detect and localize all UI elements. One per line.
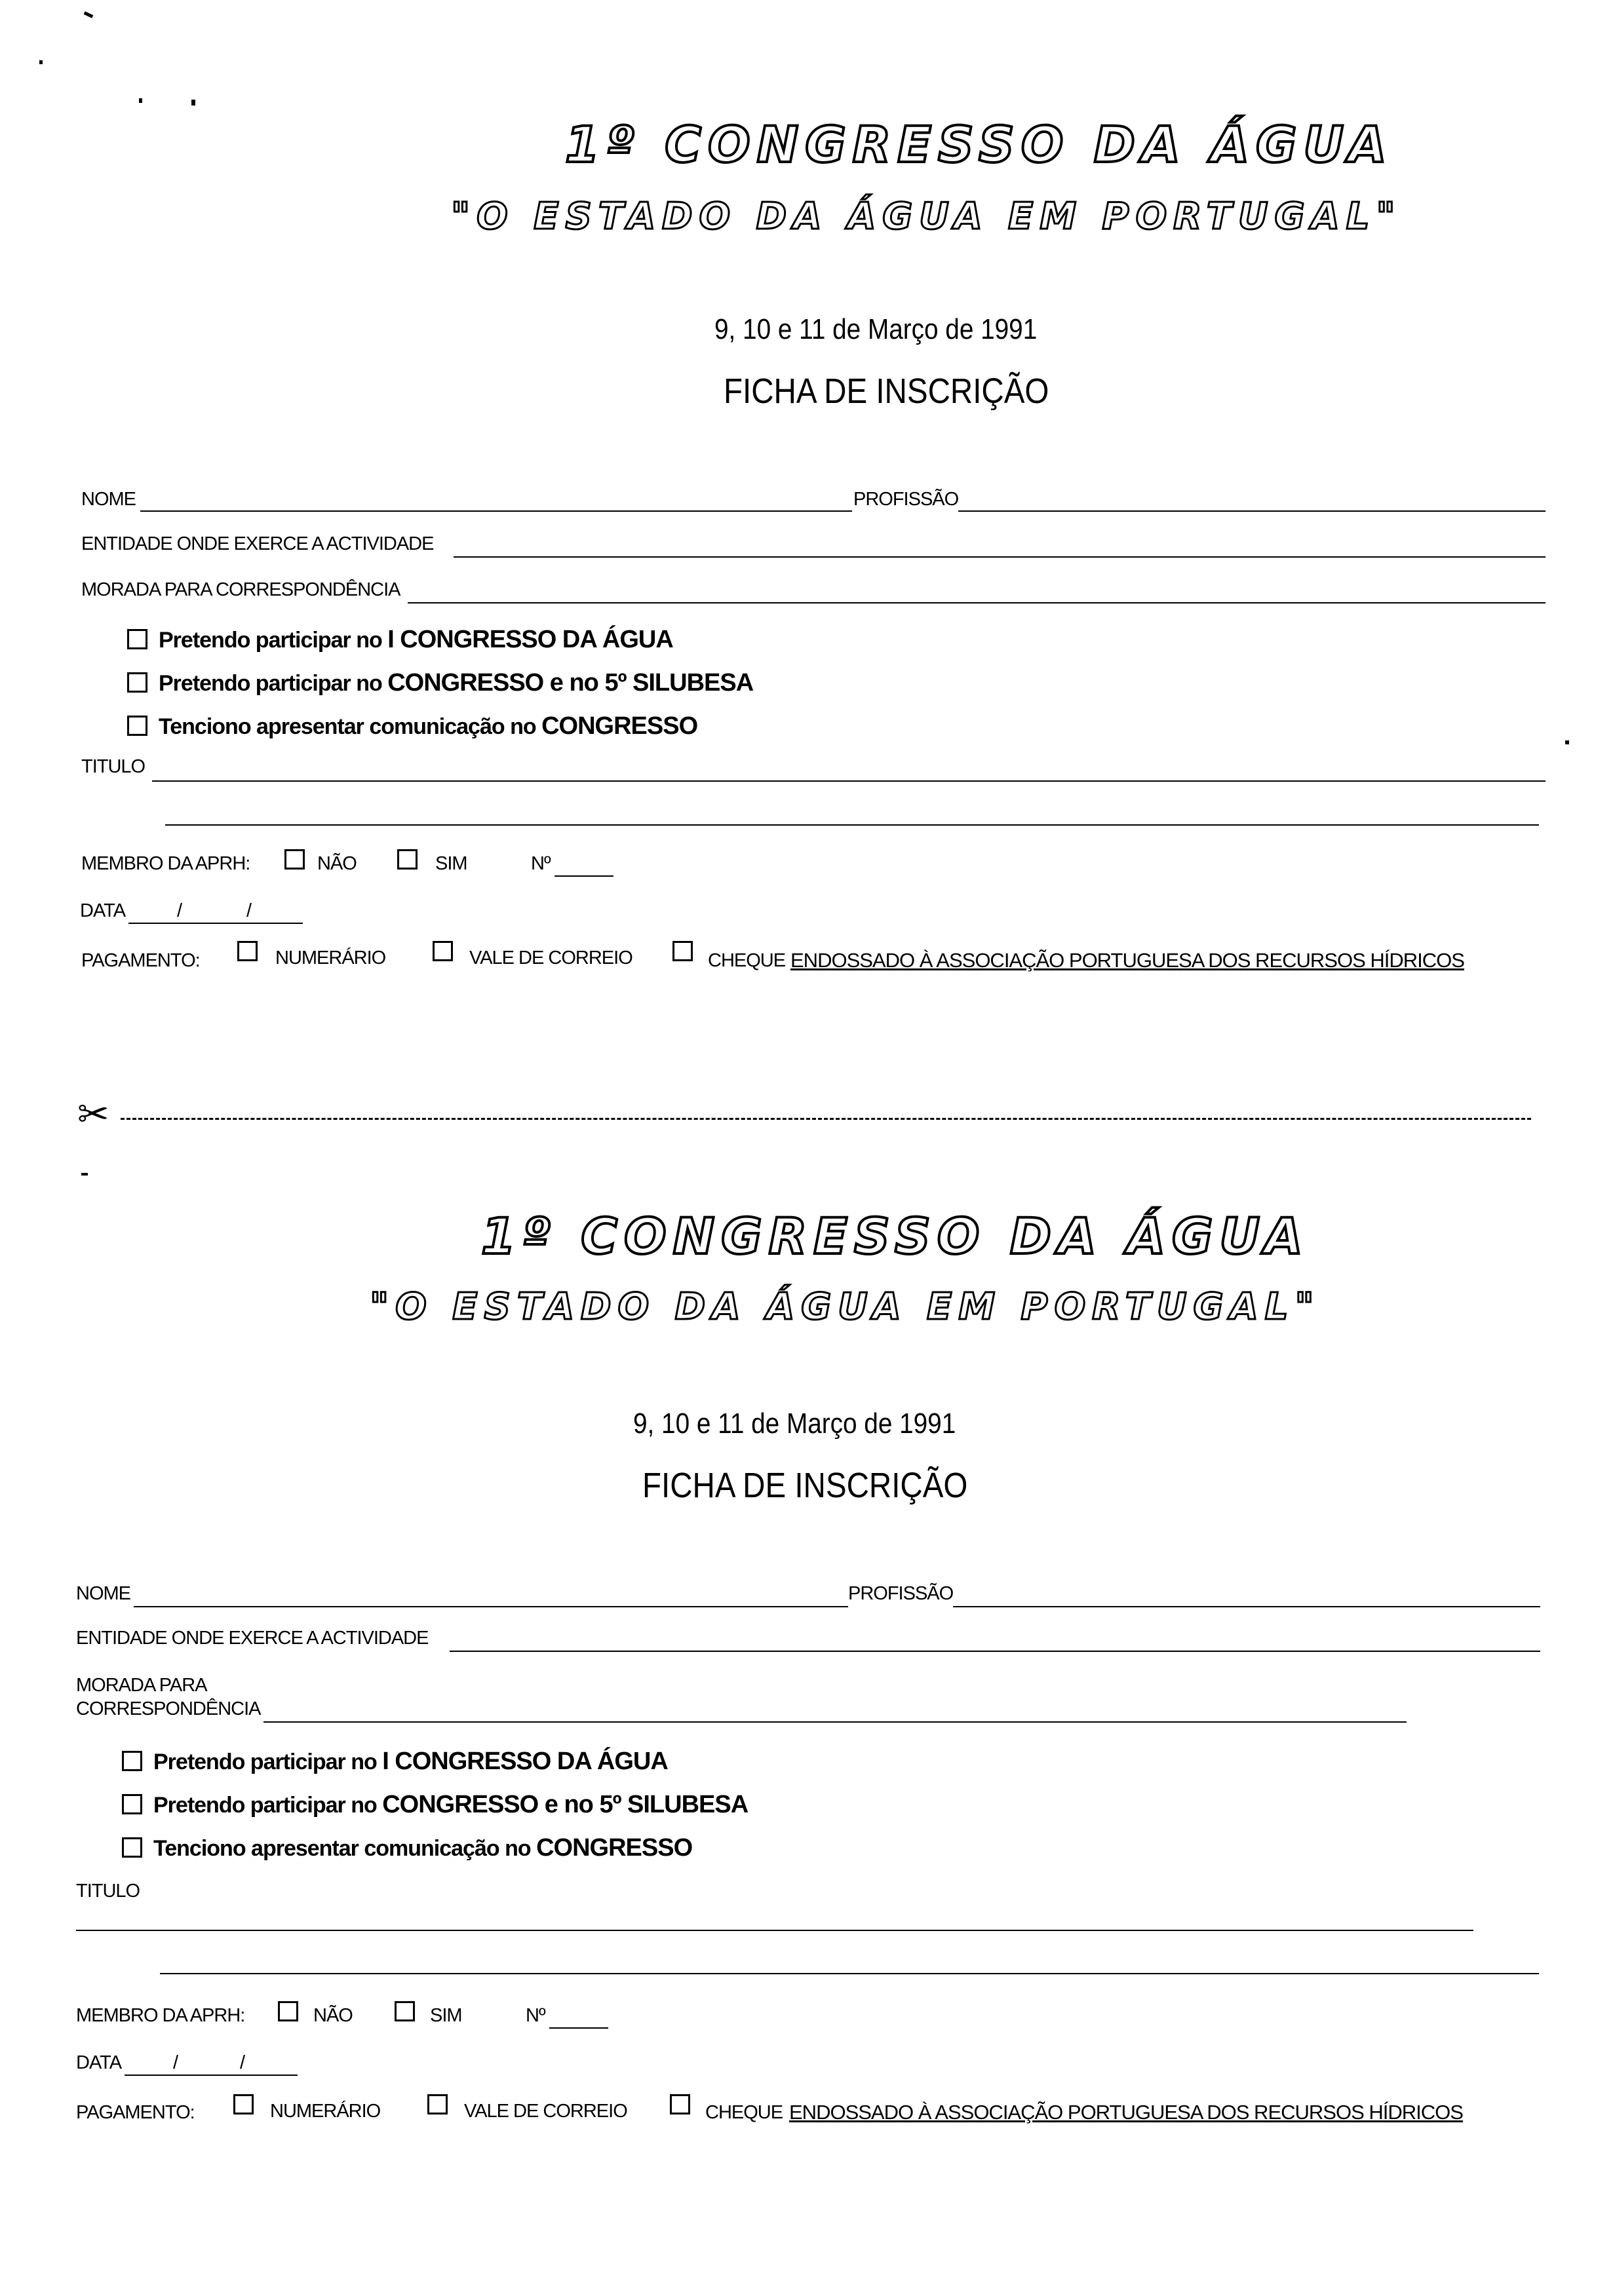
profissao-field[interactable]	[958, 510, 1546, 512]
option-label: Tenciono apresentar comunicação no CONGRESSO	[159, 712, 698, 740]
cut-line	[121, 1118, 1531, 1120]
scan-speck	[39, 60, 43, 64]
morada-field[interactable]	[408, 602, 1546, 603]
congress-title: 1º CONGRESSO DA ÁGUA	[481, 1207, 1310, 1265]
morada-label: MORADA PARA	[76, 1675, 207, 1696]
option-checkbox[interactable]	[127, 629, 147, 649]
numero-field[interactable]	[549, 2027, 608, 2029]
data-separator: /	[240, 2052, 245, 2073]
nome-label: NOME	[76, 1583, 130, 1604]
nao-label: NÃO	[317, 853, 357, 874]
congress-subtitle: "O ESTADO DA ÁGUA EM PORTUGAL"	[451, 195, 1402, 238]
option-checkbox[interactable]	[127, 672, 147, 693]
cheque-endorsement: ENDOSSADO À ASSOCIAÇÃO PORTUGUESA DOS RECURSOS HÍDRICOS	[790, 949, 1464, 972]
titulo-field-continuation[interactable]	[160, 1973, 1539, 1974]
data-separator: /	[246, 900, 252, 921]
sim-checkbox[interactable]	[395, 2001, 415, 2021]
cheque-checkbox[interactable]	[672, 941, 693, 961]
membro-label: MEMBRO DA APRH:	[81, 853, 250, 874]
scan-speck	[84, 11, 94, 18]
numero-field[interactable]	[555, 875, 613, 877]
scan-speck	[139, 98, 142, 103]
nao-checkbox[interactable]	[284, 849, 305, 870]
titulo-field-continuation[interactable]	[165, 824, 1539, 826]
scan-speck	[1565, 740, 1569, 744]
pagamento-label: PAGAMENTO:	[76, 2102, 195, 2123]
morada-label: CORRESPONDÊNCIA	[76, 1698, 261, 1719]
data-label: DATA	[76, 2052, 122, 2073]
membro-label: MEMBRO DA APRH:	[76, 2005, 245, 2026]
vale-label: VALE DE CORREIO	[469, 947, 632, 968]
sim-checkbox[interactable]	[397, 849, 418, 870]
option-label: Pretendo participar no CONGRESSO e no 5º SILUBESA	[159, 669, 754, 697]
option-label: Tenciono apresentar comunicação no CONGRESSO	[153, 1834, 693, 1862]
numero-label: Nº	[526, 2005, 545, 2026]
option-label: Pretendo participar no I CONGRESSO DA ÁGUA	[159, 626, 673, 653]
vale-label: VALE DE CORREIO	[464, 2101, 627, 2122]
entidade-field[interactable]	[450, 1651, 1540, 1652]
data-separator: /	[173, 2052, 178, 2073]
data-label: DATA	[80, 900, 126, 921]
morada-field[interactable]	[263, 1721, 1407, 1723]
cheque-checkbox[interactable]	[670, 2094, 690, 2114]
sim-label: SIM	[435, 853, 467, 874]
entidade-label: ENTIDADE ONDE EXERCE A ACTIVIDADE	[76, 1628, 429, 1649]
nao-checkbox[interactable]	[278, 2001, 298, 2021]
profissao-field[interactable]	[953, 1606, 1540, 1607]
congress-dates: 9, 10 e 11 de Março de 1991	[714, 313, 1038, 345]
congress-subtitle: "O ESTADO DA ÁGUA EM PORTUGAL"	[370, 1286, 1321, 1328]
data-field[interactable]	[125, 2075, 298, 2076]
titulo-label: TITULO	[76, 1881, 140, 1902]
titulo-label: TITULO	[81, 756, 146, 777]
scan-speck	[81, 1173, 88, 1176]
sim-label: SIM	[430, 2005, 462, 2026]
morada-label: MORADA PARA CORRESPONDÊNCIA	[81, 579, 400, 600]
titulo-field[interactable]	[76, 1930, 1473, 1931]
cheque-endorsement: ENDOSSADO À ASSOCIAÇÃO PORTUGUESA DOS RECURSOS HÍDRICOS	[789, 2101, 1463, 2124]
numerario-label: NUMERÁRIO	[270, 2101, 381, 2122]
nome-label: NOME	[81, 489, 136, 510]
congress-dates: 9, 10 e 11 de Março de 1991	[633, 1407, 956, 1440]
numerario-checkbox[interactable]	[233, 2094, 254, 2114]
nome-field[interactable]	[134, 1606, 848, 1607]
cheque-label: CHEQUE	[705, 2102, 783, 2123]
scissors-icon: ✂	[77, 1093, 109, 1136]
entidade-field[interactable]	[454, 556, 1546, 558]
cheque-label: CHEQUE	[708, 950, 786, 971]
form-title: FICHA DE INSCRIÇÃO	[724, 372, 1049, 411]
nao-label: NÃO	[313, 2005, 353, 2026]
option-label: Pretendo participar no I CONGRESSO DA ÁGUA	[153, 1748, 668, 1775]
numerario-label: NUMERÁRIO	[275, 947, 386, 968]
entidade-label: ENTIDADE ONDE EXERCE A ACTIVIDADE	[81, 533, 434, 554]
data-field[interactable]	[128, 923, 303, 924]
scan-speck	[191, 100, 195, 105]
vale-checkbox[interactable]	[427, 2094, 448, 2114]
option-checkbox[interactable]	[122, 1837, 142, 1858]
titulo-field[interactable]	[152, 780, 1546, 782]
numerario-checkbox[interactable]	[237, 941, 258, 961]
option-checkbox[interactable]	[122, 1751, 142, 1771]
profissao-label: PROFISSÃO	[853, 489, 959, 510]
numero-label: Nº	[531, 853, 551, 874]
vale-checkbox[interactable]	[433, 941, 453, 961]
congress-title: 1º CONGRESSO DA ÁGUA	[565, 115, 1393, 174]
data-separator: /	[177, 900, 182, 921]
form-title: FICHA DE INSCRIÇÃO	[642, 1466, 968, 1505]
option-checkbox[interactable]	[122, 1794, 142, 1814]
nome-field[interactable]	[140, 510, 852, 512]
option-label: Pretendo participar no CONGRESSO e no 5º SILUBESA	[153, 1791, 749, 1818]
pagamento-label: PAGAMENTO:	[81, 950, 200, 971]
option-checkbox[interactable]	[127, 716, 147, 736]
profissao-label: PROFISSÃO	[848, 1583, 954, 1604]
